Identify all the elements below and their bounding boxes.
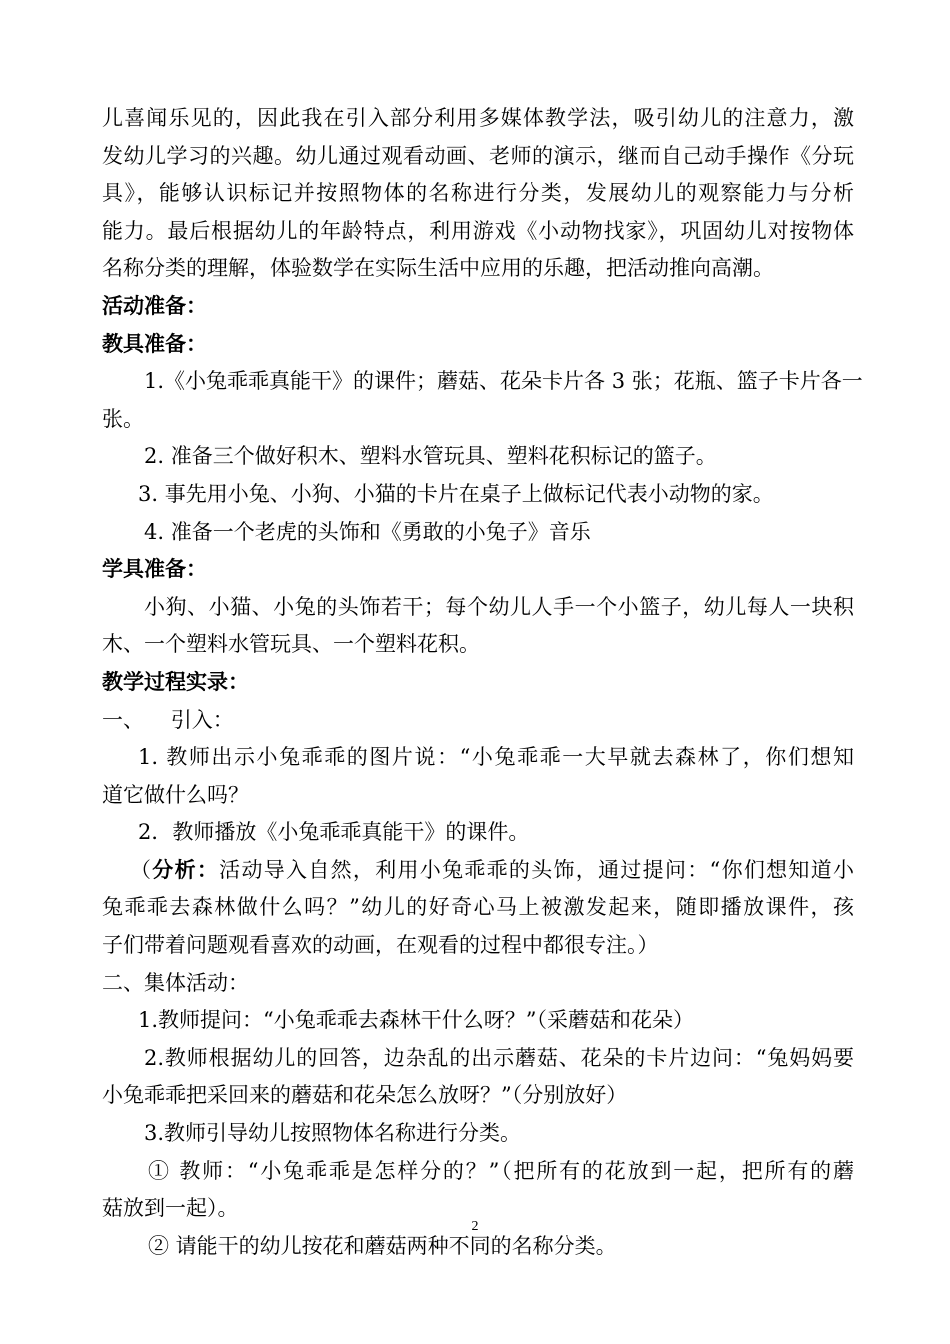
paragraph-line: 儿喜闻乐见的，因此我在引入部分利用多媒体教学法，吸引幼儿的注意力，激 [102, 106, 854, 130]
list-item: 3.教师引导幼儿按照物体名称进行分类。 [144, 1121, 522, 1146]
analysis-open-paren: （ [130, 857, 153, 882]
list-item: 3. 事先用小兔、小狗、小猫的卡片在桌子上做标记代表小动物的家。 [138, 481, 774, 506]
analysis-text: 活动导入自然，利用小兔乖乖的头饰，通过提问：“你们想知道小 [219, 857, 855, 882]
sub-list-item: ① 教师：“小兔乖乖是怎样分的？”（把所有的花放到一起，把所有的蘑 [148, 1158, 854, 1183]
paragraph-line: 小狗、小猫、小兔的头饰若干；每个幼儿人手一个小篮子，幼儿每人一块积 [144, 594, 854, 619]
paragraph-line: 能力。最后根据幼儿的年龄特点，利用游戏《小动物找家》，巩固幼儿对按物体 [102, 218, 854, 243]
analysis-line: 兔乖乖去森林做什么吗？”幼儿的好奇心马上被激发起来，随即播放课件，孩 [102, 895, 854, 920]
page-number: 2 [471, 1219, 479, 1234]
subheading-student-materials: 学具准备： [102, 557, 207, 582]
list-item: 1. 教师出示小兔乖乖的图片说：“小兔乖乖一大早就去森林了，你们想知 [138, 745, 854, 770]
analysis-line [102, 852, 854, 890]
list-item-continuation: 道它做什么吗？ [102, 782, 249, 807]
sub-list-item-continuation: 菇放到一起）。 [102, 1196, 239, 1221]
sub-list-item: ② 请能干的幼儿按花和蘑菇两种不同的名称分类。 [148, 1233, 617, 1258]
analysis-label: 分析： [152, 857, 220, 882]
section-title-intro: 一、 引入： [102, 707, 234, 732]
paragraph-line: 木、一个塑料水管玩具、一个塑料花积。 [102, 632, 480, 657]
document-page [102, 100, 863, 1265]
paragraph-line: 名称分类的理解，体验数学在实际生活中应用的乐趣，把活动推向高潮。 [102, 256, 774, 281]
list-item: 2.教师根据幼儿的回答，边杂乱的出示蘑菇、花朵的卡片边问：“兔妈妈要 [144, 1045, 854, 1070]
subheading-teacher-materials: 教具准备： [102, 331, 207, 356]
list-item: 2. 准备三个做好积木、塑料水管玩具、塑料花积标记的篮子。 [144, 444, 717, 469]
list-item: 4. 准备一个老虎的头饰和《勇敢的小兔子》音乐 [144, 519, 591, 544]
section-heading-process: 教学过程实录： [102, 669, 249, 694]
list-item: 1.教师提问：“小兔乖乖去森林干什么呀？”（采蘑菇和花朵） [138, 1008, 695, 1033]
paragraph-line: 具》，能够认识标记并按照物体的名称进行分类，发展幼儿的观察能力与分析 [102, 181, 854, 206]
list-item: 2．教师播放《小兔乖乖真能干》的课件。 [138, 820, 530, 845]
section-heading-prep: 活动准备： [102, 293, 207, 318]
paragraph-line: 发幼儿学习的兴趣。幼儿通过观看动画、老师的演示，继而自己动手操作《分玩 [102, 143, 854, 168]
list-item: 1.《小兔乖乖真能干》的课件；蘑菇、花朵卡片各 3 张；花瓶、篮子卡片各一 [144, 369, 863, 394]
list-item-continuation: 小兔乖乖把采回来的蘑菇和花朵怎么放呀？”（分别放好） [102, 1083, 628, 1108]
analysis-line: 子们带着问题观看喜欢的动画，在观看的过程中都很专注。） [102, 933, 659, 958]
list-item-continuation: 张。 [102, 406, 144, 431]
section-title-group-activity: 二、集体活动： [102, 970, 249, 995]
